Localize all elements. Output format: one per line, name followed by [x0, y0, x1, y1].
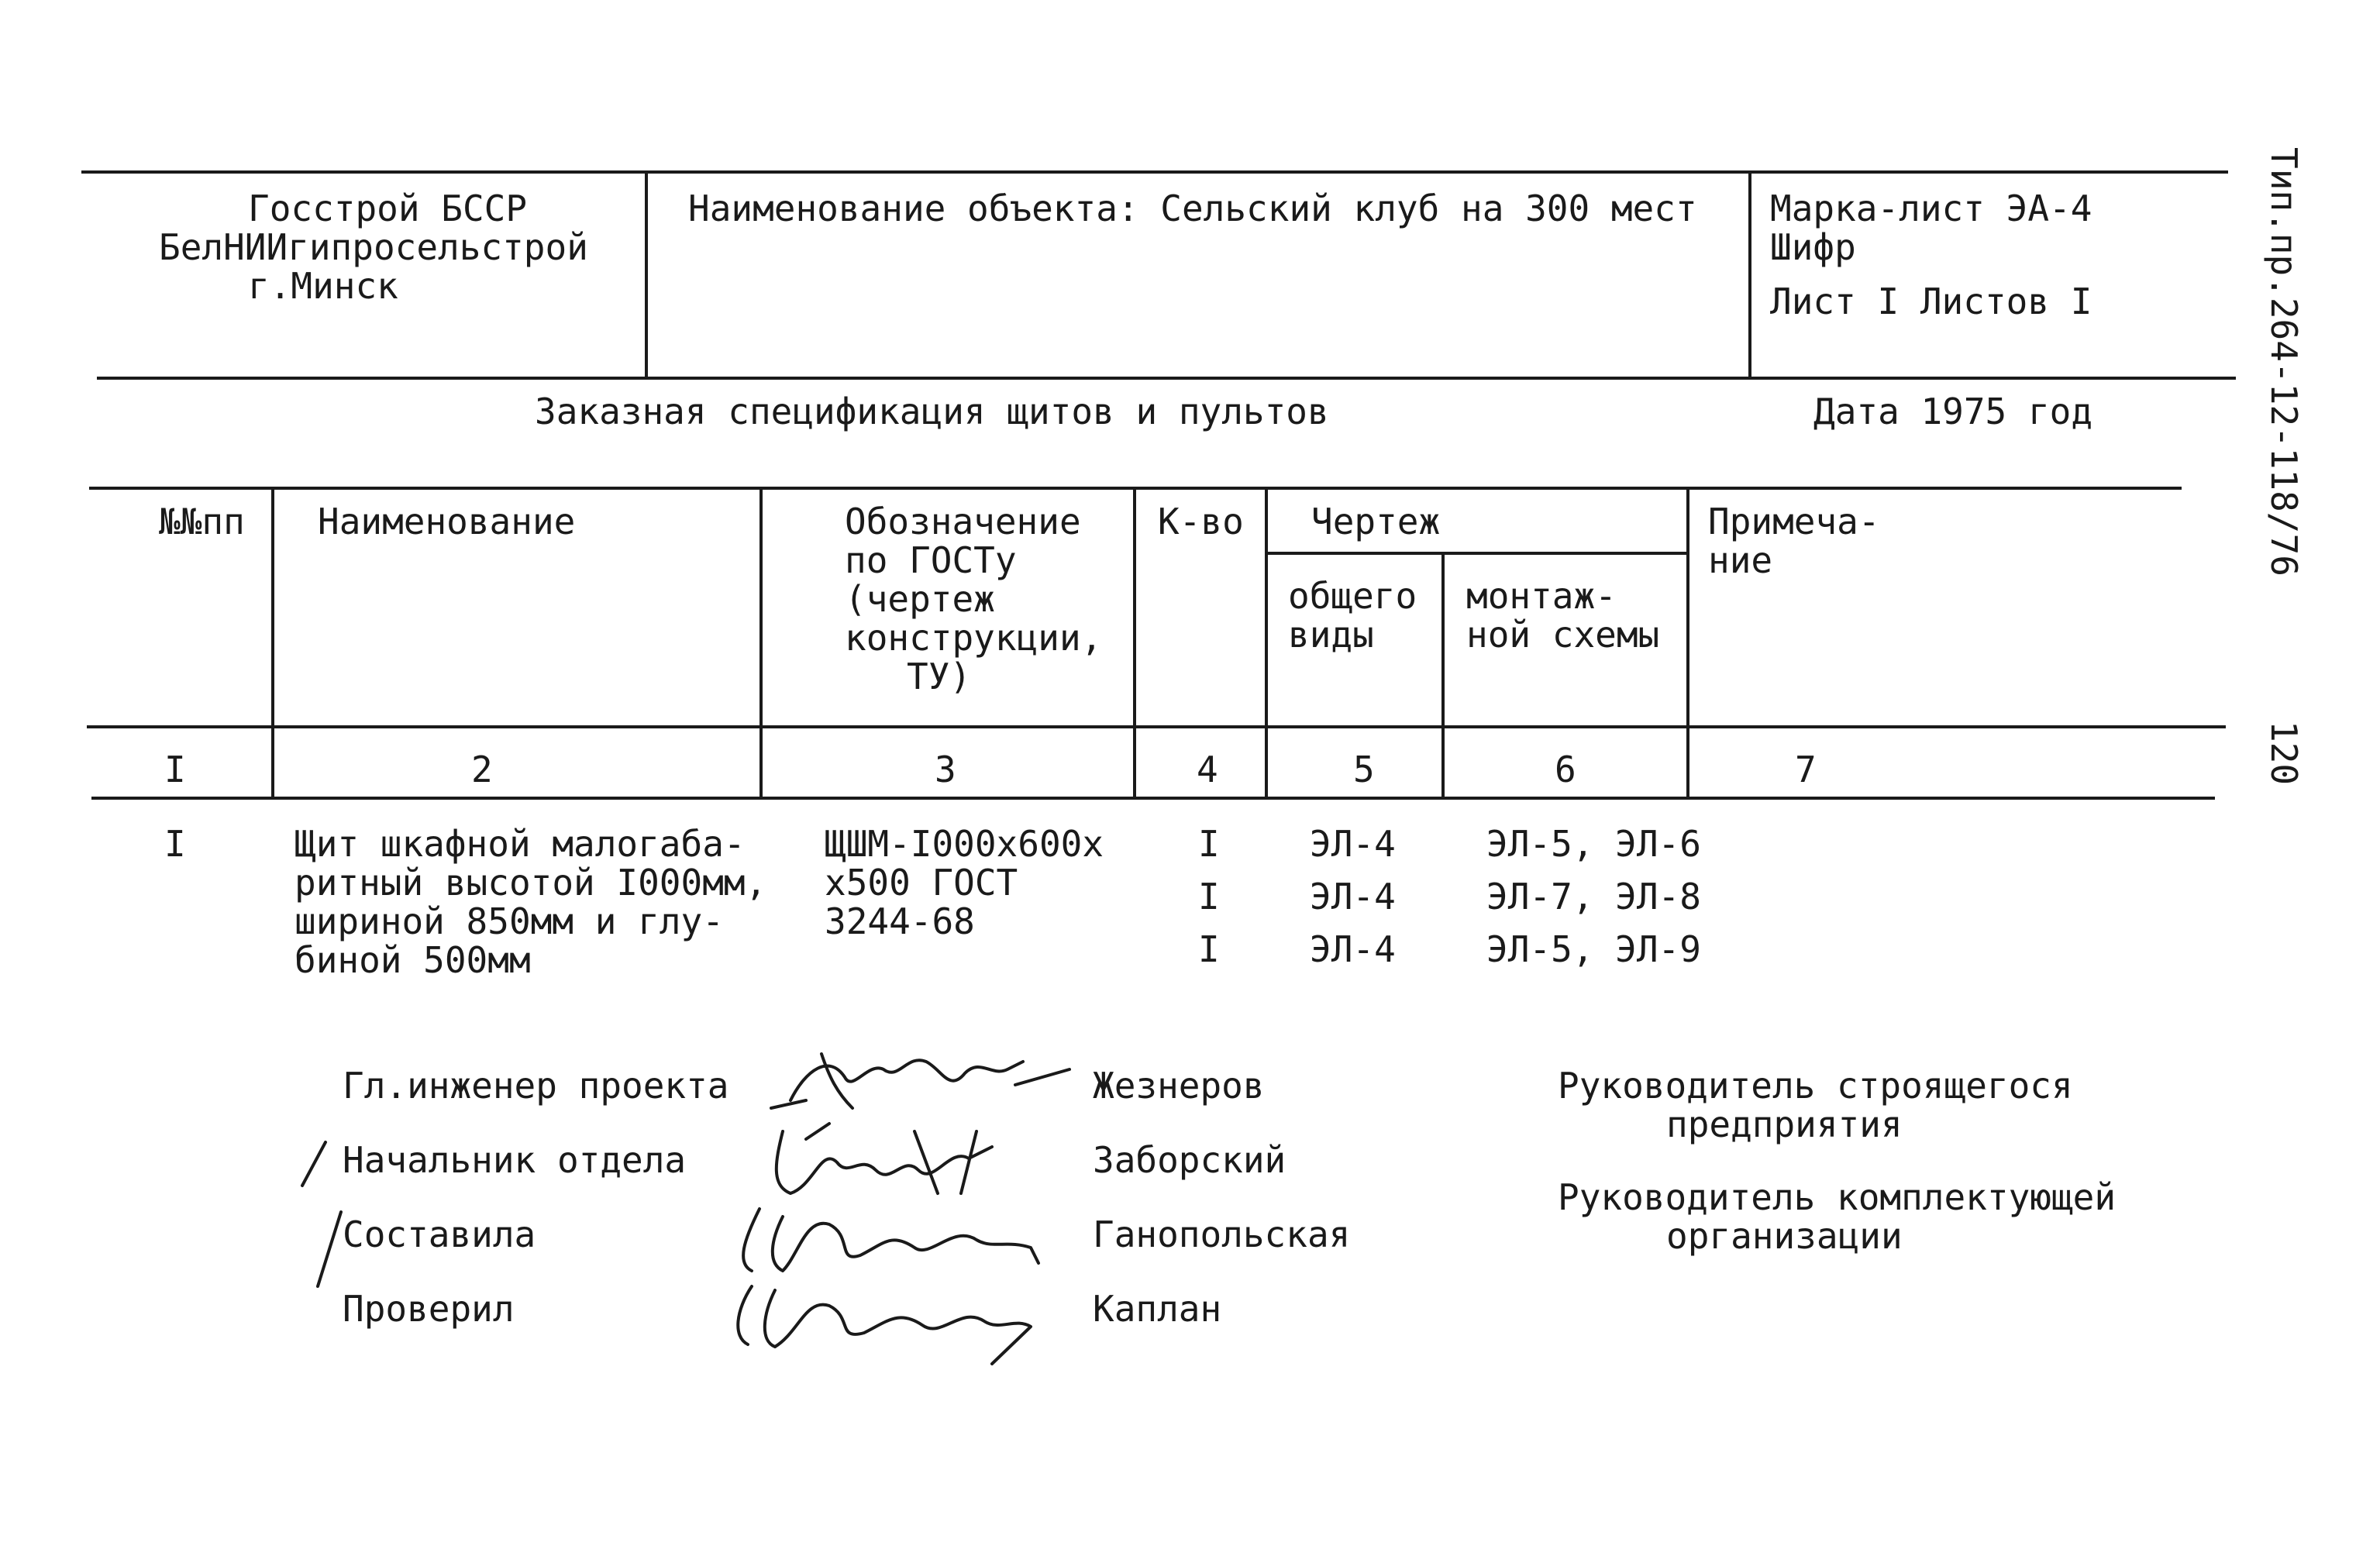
row-mounting-1: ЭЛ-5, ЭЛ-6	[1486, 823, 1701, 865]
sig-name-1: Жезнеров	[1093, 1065, 1265, 1107]
object-name: Наименование объекта: Сельский клуб на 300 мест	[688, 188, 1697, 229]
header-divider-2	[1748, 170, 1751, 378]
th-designation-3: (чертеж	[845, 578, 995, 620]
th-qty: К-во	[1158, 501, 1244, 542]
number-row-rule	[91, 797, 2215, 800]
spec-date: Дата 1975 год	[1813, 391, 2093, 432]
org-line-2: БелНИИгипросельстрой	[159, 226, 588, 268]
row-general-3: ЭЛ-4	[1310, 928, 1396, 970]
th-general-1: общего	[1288, 575, 1417, 617]
th-general-2: виды	[1288, 614, 1374, 656]
sig-role-4: Проверил	[343, 1288, 515, 1330]
col-divider-6	[1686, 487, 1689, 800]
th-designation-2: по ГОСТу	[845, 539, 1017, 581]
col-number-2: 2	[471, 749, 493, 790]
marka-list: Марка-лист ЭА-4	[1770, 188, 2092, 229]
header-row-rule	[87, 725, 2226, 728]
row-designation-3: 3244-68	[825, 900, 975, 942]
col-divider-3	[1133, 487, 1136, 800]
col-divider-2	[759, 487, 763, 800]
col-number-7: 7	[1795, 749, 1817, 790]
builder-head-1: Руководитель строящегося	[1558, 1065, 2073, 1107]
th-mounting-1: монтаж-	[1466, 575, 1617, 617]
row-name-3: шириной 850мм и глу-	[294, 900, 724, 942]
th-designation-5: ТУ)	[907, 656, 972, 697]
row-designation-2: х500 ГОСТ	[825, 862, 1018, 904]
col-number-6: 6	[1555, 749, 1576, 790]
sig-role-3: Составила	[343, 1213, 536, 1255]
sig-role-1: Гл.инженер проекта	[343, 1065, 729, 1107]
supplier-head-1: Руководитель комплектующей	[1558, 1176, 2117, 1218]
sig-name-3: Ганопольская	[1093, 1213, 1351, 1255]
col-divider-5	[1441, 552, 1445, 800]
row-num: I	[164, 823, 186, 865]
header-top-rule	[81, 170, 2228, 174]
col-number-1: I	[164, 749, 186, 790]
header-divider-1	[645, 170, 648, 378]
row-mounting-3: ЭЛ-5, ЭЛ-9	[1486, 928, 1701, 970]
col-number-3: 3	[935, 749, 956, 790]
th-designation-1: Обозначение	[845, 501, 1081, 542]
drawing-sub-rule	[1266, 552, 1688, 555]
sheet-count: Лист I Листов I	[1770, 281, 2092, 322]
tick-mark-2	[310, 1209, 356, 1294]
th-designation-4: конструкции,	[845, 617, 1103, 659]
page-number: 120	[2263, 721, 2305, 786]
th-mounting-2: ной схемы	[1466, 614, 1660, 656]
col-divider-4	[1265, 487, 1268, 800]
org-line-1: Госстрой БССР	[248, 188, 528, 229]
row-general-1: ЭЛ-4	[1310, 823, 1396, 865]
row-name-4: биной 500мм	[294, 939, 531, 981]
row-name-2: ритный высотой I000мм,	[294, 862, 767, 904]
sig-name-2: Заборский	[1093, 1139, 1286, 1181]
row-qty-3: I	[1198, 928, 1220, 970]
th-note-1: Примеча-	[1708, 501, 1880, 542]
col-number-5: 5	[1353, 749, 1375, 790]
row-designation-1: ЩШМ-I000х600х	[825, 823, 1104, 865]
supplier-head-2: организации	[1666, 1215, 1903, 1257]
col-divider-1	[271, 487, 274, 800]
row-general-2: ЭЛ-4	[1310, 876, 1396, 917]
row-qty-1: I	[1198, 823, 1220, 865]
tick-mark-1	[294, 1139, 341, 1193]
sig-name-4: Каплан	[1093, 1288, 1222, 1330]
th-note-2: ние	[1708, 539, 1773, 581]
row-qty-2: I	[1198, 876, 1220, 917]
th-drawing: Чертеж	[1311, 501, 1441, 542]
shifr: Шифр	[1770, 226, 1856, 268]
signature-chief-engineer	[775, 1038, 1100, 1124]
sig-role-2: Начальник отдела	[343, 1139, 687, 1181]
org-line-3: г.Минск	[248, 265, 398, 307]
signature-department-head	[759, 1116, 1023, 1201]
builder-head-2: предприятия	[1666, 1103, 1903, 1145]
header-bottom-rule	[97, 377, 2236, 380]
signature-compiler	[728, 1193, 1054, 1279]
th-num: №№пп	[159, 501, 245, 542]
signature-checker	[721, 1271, 1054, 1372]
th-name: Наименование	[318, 501, 576, 542]
row-mounting-2: ЭЛ-7, ЭЛ-8	[1486, 876, 1701, 917]
row-name-1: Щит шкафной малогаба-	[294, 823, 746, 865]
col-number-4: 4	[1197, 749, 1218, 790]
spec-title: Заказная спецификация щитов и пультов	[535, 391, 1329, 432]
project-code: Тип.пр.264-12-118/76	[2263, 147, 2305, 577]
